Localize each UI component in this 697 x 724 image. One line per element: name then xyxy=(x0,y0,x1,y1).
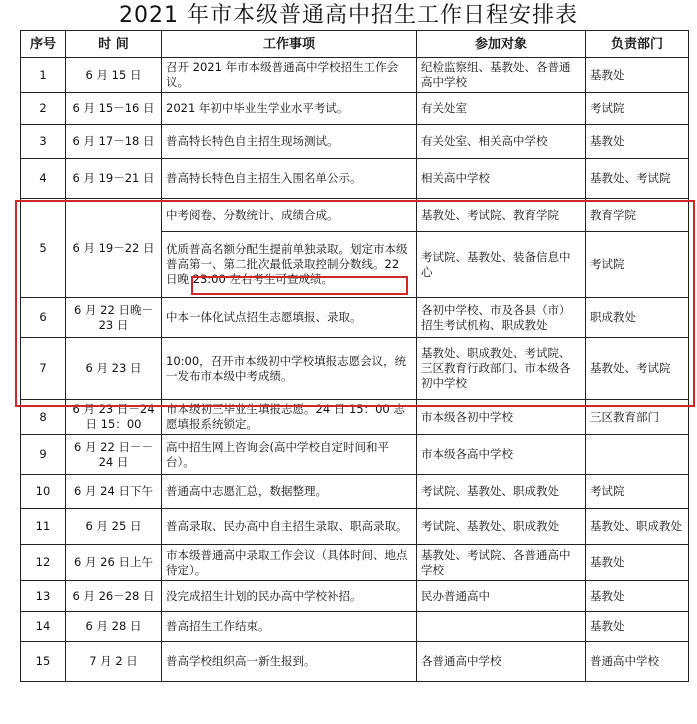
cell-time: 6 月 23 日 xyxy=(66,338,162,400)
cell-dept: 普通高中学校 xyxy=(586,642,689,682)
page-title: 2021 年市本级普通高中招生工作日程安排表 xyxy=(119,3,578,28)
cell-dept: 基教处 xyxy=(586,545,689,581)
cell-time: 6 月 17－18 日 xyxy=(66,125,162,159)
header-task: 工作事项 xyxy=(162,31,417,58)
table-row xyxy=(21,642,689,682)
cell-time: 7 月 2 日 xyxy=(66,642,162,682)
cell-dept: 考试院 xyxy=(586,93,689,125)
table-row xyxy=(21,159,689,199)
cell-task: 普高学校组织高一新生报到。 xyxy=(162,642,417,682)
cell-task: 普高特长特色自主招生现场测试。 xyxy=(162,125,417,159)
cell-time: 6 月 26 日上午 xyxy=(66,545,162,581)
cell-task: 普高特长特色自主招生入围名单公示。 xyxy=(162,159,417,199)
table-row xyxy=(21,612,689,642)
cell-task: 市本级初三毕业生填报志愿。24 日 15：00 志愿填报系统锁定。 xyxy=(162,400,417,435)
cell-dept: 三区教育部门 xyxy=(586,400,689,435)
cell-no: 12 xyxy=(21,545,66,581)
cell-time: 6 月 24 日下午 xyxy=(66,475,162,509)
cell-dept: 基教处 xyxy=(586,612,689,642)
cell-participants: 基教处、考试院、各普通高中学校 xyxy=(417,545,586,581)
cell-participants: 相关高中学校 xyxy=(417,159,586,199)
table-row xyxy=(21,125,689,159)
cell-dept: 教育学院 xyxy=(586,199,689,232)
highlight-box-large xyxy=(15,200,695,407)
cell-task: 普高录取、民办高中自主招生录取、职高录取。 xyxy=(162,509,417,545)
cell-no: 9 xyxy=(21,435,66,475)
header-no: 序号 xyxy=(21,31,66,58)
header-participants: 参加对象 xyxy=(417,31,586,58)
cell-time: 6 月 19－21 日 xyxy=(66,159,162,199)
cell-participants: 考试院、基教处、职成教处 xyxy=(417,475,586,509)
cell-task: 没完成招生计划的民办高中学校补招。 xyxy=(162,581,417,612)
cell-task: 召开 2021 年市本级普通高中学校招生工作会议。 xyxy=(162,58,417,93)
cell-no: 15 xyxy=(21,642,66,682)
cell-no: 11 xyxy=(21,509,66,545)
cell-task: 10:00，召开市本级初中学校填报志愿会议，统一发布市本级中考成绩。 xyxy=(162,338,417,400)
cell-no: 3 xyxy=(21,125,66,159)
cell-no: 2 xyxy=(21,93,66,125)
cell-dept: 职成教处 xyxy=(586,298,689,338)
cell-time: 6 月 28 日 xyxy=(66,612,162,642)
cell-participants: 纪检监察组、基教处、各普通高中学校 xyxy=(417,58,586,93)
cell-task: 高中招生网上咨询会(高中学校自定时间和平台）。 xyxy=(162,435,417,475)
cell-time: 6 月 19－22 日 xyxy=(66,199,162,298)
table-row xyxy=(21,581,689,612)
cell-dept: 基教处、考试院 xyxy=(586,159,689,199)
cell-participants: 各初中学校、市及各县（市）招生考试机构、职成教处 xyxy=(417,298,586,338)
cell-no: 7 xyxy=(21,338,66,400)
cell-participants: 基教处、职成教处、考试院、三区教育行政部门、市本级各初中学校 xyxy=(417,338,586,400)
cell-time: 6 月 26－28 日 xyxy=(66,581,162,612)
cell-participants: 考试院、基教处、职成教处 xyxy=(417,509,586,545)
table-row xyxy=(21,545,689,581)
cell-participants: 市本级各高中学校 xyxy=(417,435,586,475)
cell-time: 6 月 22 日晚－23 日 xyxy=(66,298,162,338)
cell-dept: 基教处 xyxy=(586,125,689,159)
cell-participants: 各普通高中学校 xyxy=(417,642,586,682)
cell-time: 6 月 22 日－－24 日 xyxy=(66,435,162,475)
cell-task: 普通高中志愿汇总，数据整理。 xyxy=(162,475,417,509)
header-time: 时 间 xyxy=(66,31,162,58)
table-row xyxy=(21,475,689,509)
cell-participants xyxy=(417,612,586,642)
cell-task: 2021 年初中毕业生学业水平考试。 xyxy=(162,93,417,125)
cell-no: 10 xyxy=(21,475,66,509)
cell-participants: 基教处、考试院、教育学院 xyxy=(417,199,586,232)
cell-task: 普高招生工作结束。 xyxy=(162,612,417,642)
table-row xyxy=(21,435,689,475)
task-text: 优质普高名额分配生提前单独录取。划定市本级普高第一、第二批次最低录取控制分数线。 xyxy=(166,242,408,271)
cell-task: 市本级普通高中录取工作会议（具体时间、地点待定）。 xyxy=(162,545,417,581)
highlight-box-small xyxy=(191,276,408,295)
cell-no: 5 xyxy=(21,199,66,298)
header-row xyxy=(21,31,689,58)
table-row xyxy=(21,93,689,125)
cell-no: 1 xyxy=(21,58,66,93)
cell-participants: 考试院、基教处、装备信息中心 xyxy=(417,232,586,298)
header-dept: 负责部门 xyxy=(586,31,689,58)
cell-time: 6 月 15－16 日 xyxy=(66,93,162,125)
task-highlight-text: 22 日晚 23:00 左右考生可查成绩。 xyxy=(166,257,400,286)
cell-no: 14 xyxy=(21,612,66,642)
cell-participants: 市本级各初中学校 xyxy=(417,400,586,435)
cell-dept: 基教处、考试院 xyxy=(586,338,689,400)
cell-dept: 基教处 xyxy=(586,581,689,612)
cell-no: 13 xyxy=(21,581,66,612)
cell-participants: 有关处室 xyxy=(417,93,586,125)
cell-no: 8 xyxy=(21,400,66,435)
cell-no: 6 xyxy=(21,298,66,338)
cell-task: 中考阅卷、分数统计、成绩合成。 xyxy=(162,199,417,232)
table-row xyxy=(21,509,689,545)
cell-participants: 民办普通高中 xyxy=(417,581,586,612)
cell-dept: 考试院 xyxy=(586,232,689,298)
cell-no: 4 xyxy=(21,159,66,199)
cell-dept: 考试院 xyxy=(586,475,689,509)
cell-time: 6 月 23 日－24 日 15：00 xyxy=(66,400,162,435)
cell-dept: 基教处、职成教处 xyxy=(586,509,689,545)
cell-dept xyxy=(586,435,689,475)
cell-dept: 基教处 xyxy=(586,58,689,93)
table-row xyxy=(21,58,689,93)
cell-time: 6 月 15 日 xyxy=(66,58,162,93)
cell-participants: 有关处室、相关高中学校 xyxy=(417,125,586,159)
cell-time: 6 月 25 日 xyxy=(66,509,162,545)
cell-task: 中本一体化试点招生志愿填报、录取。 xyxy=(162,298,417,338)
